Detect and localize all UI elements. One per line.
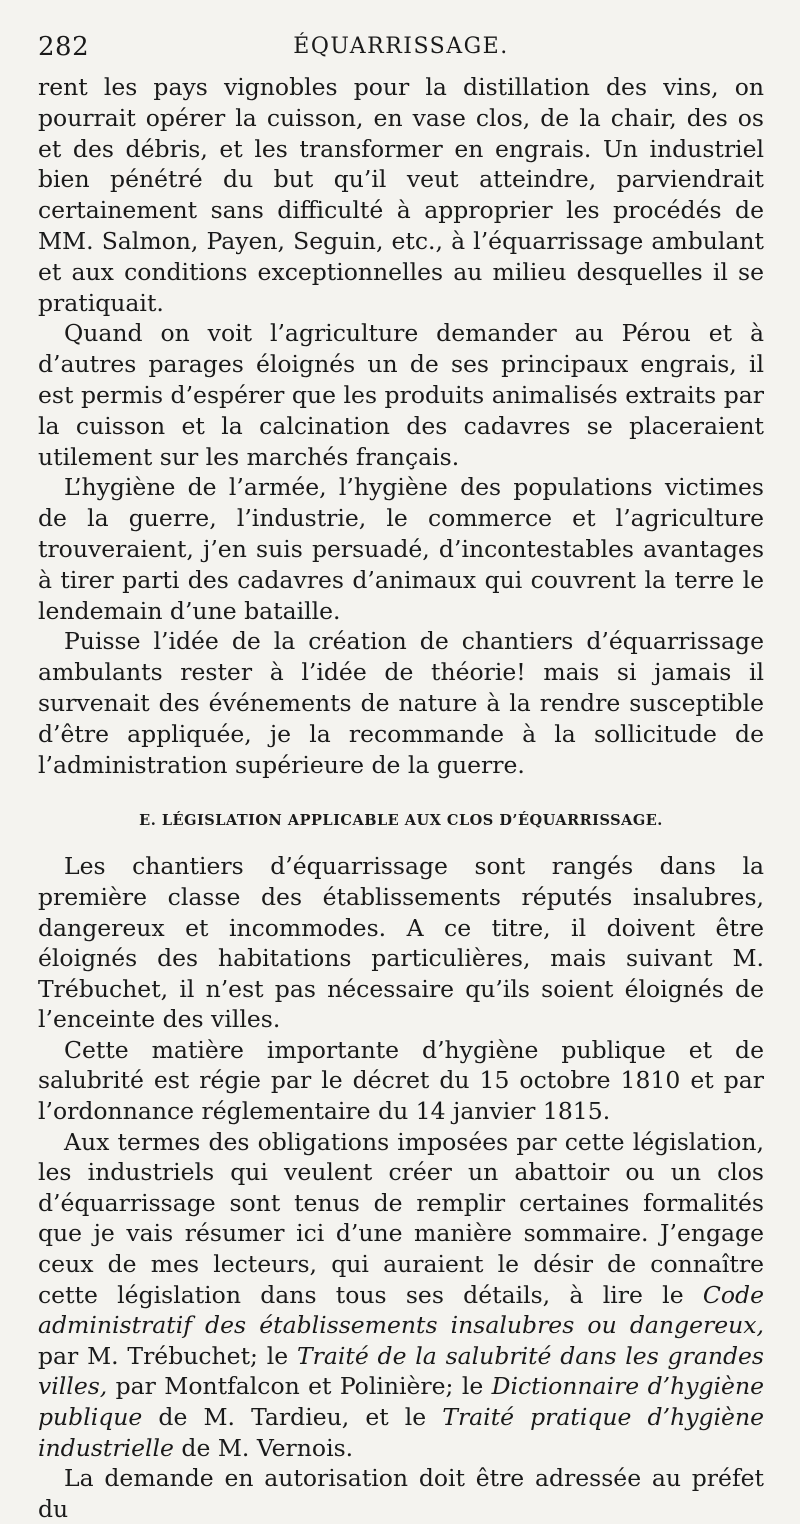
text-run: de M. Tardieu, et le xyxy=(142,1403,443,1432)
paragraph: Puisse l’idée de la création de chantiers d’équarrissage ambulants rester à l’idée de théorie! mais si jamais il survenait des événements de nature à la rendre susceptible d’être appliquée, je la recommande à la sollicitude de l’administration supérieure de la guerre. xyxy=(38,627,764,779)
paragraph: Cette matière importante d’hygiène publique et de salubrité est régie par le décret du 15 octobre 1810 et par l’ordonnance réglementaire du 14 janvier 1815. xyxy=(38,1035,764,1126)
section-heading: E. LÉGISLATION APPLICABLE AUX CLOS D’ÉQUARRISSAGE. xyxy=(139,812,663,830)
section-body xyxy=(38,851,764,1524)
paragraph-references xyxy=(38,1127,764,1464)
text-run: Aux termes des obligations imposées par cette législation, les industriels qui veulent créer un abattoir ou un clos d’équarrissage sont tenus de remplir certaines formalités que je vais résumer ici d’une manière sommaire. J’engage ceux de mes lecteurs, qui auraient le désir de connaître cette législation dans tous ses détails, à lire le xyxy=(38,1127,764,1309)
running-title: ÉQUARRISSAGE. xyxy=(293,34,509,59)
text-run: de M. Vernois. xyxy=(173,1433,354,1462)
paragraph-continued: rent les pays vignobles pour la distillation des vins, on pourrait opérer la cuisson, en vase clos, de la chair, des os et des débris, et les transformer en engrais. Un industriel bien pénétré du but qu’il veut atteindre, parviendrait certainement sans difficulté à approprier les procédés de MM. Salmon, Payen, Seguin, etc., à l’équarrissage ambulant et aux conditions exceptionnelles au milieu desquelles il se pratiquait. xyxy=(38,73,764,317)
text-run: par M. Trébuchet; le xyxy=(38,1341,297,1370)
page-number: 282 xyxy=(38,32,90,62)
paragraph: Les chantiers d’équarrissage sont rangés dans la première classe des établissements réputés insalubres, dangereux et incommodes. A ce titre, il doivent être éloignés des habitations particulières, mais suivant M. Trébuchet, il n’est pas nécessaire qu’ils soient éloignés de l’enceinte des villes. xyxy=(38,852,764,1034)
paragraph: L’hygiène de l’armée, l’hygiène des populations victimes de la guerre, l’industrie, le commerce et l’agriculture trouveraient, j’en suis persuadé, d’incontestables avantages à tirer parti des cadavres d’animaux qui couvrent la terre le lendemain d’une bataille. xyxy=(38,473,764,625)
italic-title: Traité pratique d’hygiène industrielle xyxy=(38,1403,764,1462)
italic-title: Dictionnaire d’hygiène publique xyxy=(38,1372,765,1432)
paragraph: Quand on voit l’agriculture demander au Pérou et à d’autres parages éloignés un de ses principaux engrais, il est permis d’espérer que les produits animalisés extraits par la cuisson et la calcination des cadavres se placeraient utilement sur les marchés français. xyxy=(38,319,764,471)
running-head xyxy=(38,22,764,72)
body-text xyxy=(38,72,764,780)
text-run: par Montfalcon et Polinière; le xyxy=(107,1372,492,1401)
italic-title: Code administratif des établissements insalubres ou dangereux, xyxy=(38,1280,764,1340)
paragraph: La demande en autorisation doit être adressée au préfet du xyxy=(38,1464,764,1523)
italic-title: Traité de la salubrité dans les grandes villes, xyxy=(38,1341,764,1401)
